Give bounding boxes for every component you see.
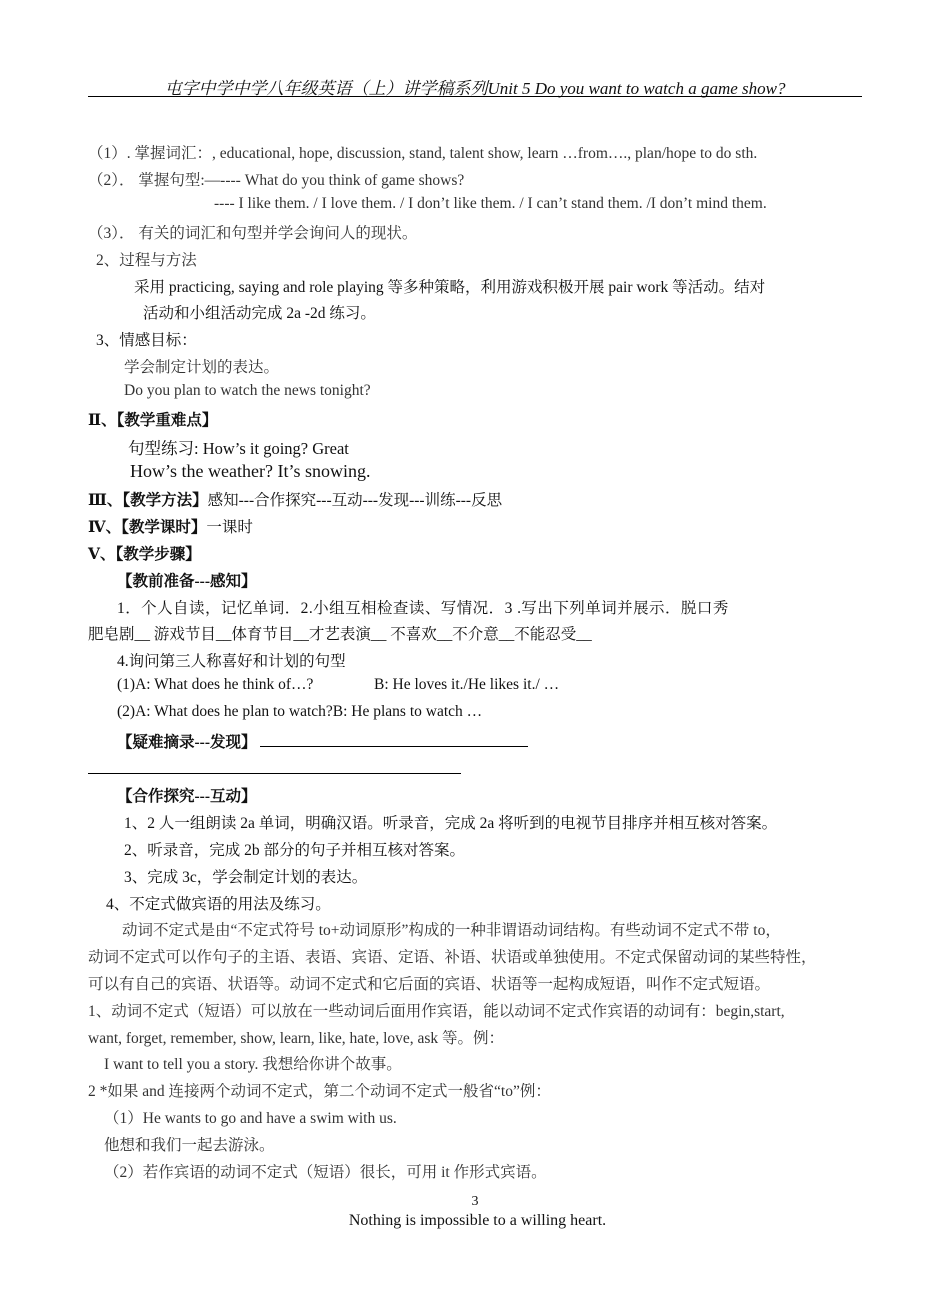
steps-heading: Ⅴ、【教学步骤】 [88,546,201,563]
process-title: 2、过程与方法 [96,252,197,269]
grammar-line-5: want, forget, remember, show, learn, like, hate, love, ask 等。例： [88,1030,505,1047]
grammar-line-2: 动词不定式可以作句子的主语、表语、宾语、定语、补语、状语或单独使用。不定式保留动词的某些特性， [88,949,817,966]
objective-pattern-question: （2）． 掌握句型:—---- What do you think of game shows? [88,172,465,189]
emotion-title: 3、情感目标： [96,332,197,349]
key-points-line-2: How’s the weather? It’s snowing. [130,461,371,481]
objective-pattern-answers: ---- I like them. / I love them. / I don’t like them. / I can’t stand them. /I don’t mind them. [214,195,767,212]
method-heading: Ⅲ、【教学方法】 [88,492,208,509]
process-line-1: 采用 practicing, saying and role playing 等多种策略，利用游戏积极开展 pair work 等活动。结对 [134,279,766,296]
page-header-title: 屯字中学中学八年级英语（上）讲学稿系列Unit 5 Do you want to watch a game show? [164,79,786,98]
prep-line-3: 4.询问第三人称喜好和计划的句型 [117,653,346,670]
grammar-example-1: I want to tell you a story. 我想给你讲个故事。 [104,1056,402,1073]
grammar-line-4: 1、动词不定式（短语）可以放在一些动词后面用作宾语，能以动词不定式作宾语的动词有：begin,start, [88,1003,785,1020]
grammar-line-10: （2）若作宾语的动词不定式（短语）很长，可用 it 作形式宾语。 [104,1164,547,1181]
coop-line-3: 3、完成 3c，学会制定计划的表达。 [124,869,368,886]
hours-line [88,515,253,537]
prep-line-4a: (1)A: What does he think of…? [117,676,314,693]
method-line [88,488,502,510]
footer-motto: Nothing is impossible to a willing heart. [348,1212,607,1229]
method-text: 感知---合作探究---互动---发现---训练---反思 [207,492,503,509]
grammar-example-2: （1）He wants to go and have a swim with us. [104,1110,397,1127]
prep-line-4b: B: He loves it./He likes it./ … [374,676,560,693]
grammar-example-2-translation: 他想和我们一起去游泳。 [104,1137,275,1154]
header-rule [88,96,862,97]
key-points-heading: Ⅱ、【教学重难点】 [88,412,218,429]
page-number: 3 [471,1194,479,1209]
coop-line-4: 4、不定式做宾语的用法及练习。 [106,896,331,913]
doubt-blank-rule [88,773,461,774]
doubt-line [117,730,528,752]
doubt-heading: 【疑难摘录---发现】 [117,734,257,751]
key-points-line-1: 句型练习: How’s it going? Great [128,439,349,458]
hours-heading: Ⅳ、【教学课时】 [88,519,207,536]
grammar-line-1: 动词不定式是由“不定式符号 to+动词原形”构成的一种非谓语动词结构。有些动词不定式不带 to， [122,922,781,939]
coop-line-1: 1、2 人一组朗读 2a 单词，明确汉语。听录音，完成 2a 将听到的电视节目排序并相互核对答案。 [124,815,778,832]
coop-heading: 【合作探究---互动】 [117,788,257,805]
prep-line-2: 肥皂剧__ 游戏节目__体育节目__才艺表演__ 不喜欢__不介意__不能忍受__ [88,626,592,643]
coop-line-2: 2、听录音，完成 2b 部分的句子并相互核对答案。 [124,842,466,859]
objective-vocab: （1）. 掌握词汇：, educational, hope, discussion, stand, talent show, learn …from…., plan/hope to do sth. [88,145,758,162]
emotion-line-2: Do you plan to watch the news tonight? [124,382,371,399]
prep-line-5: (2)A: What does he plan to watch?B: He plans to watch … [117,703,483,720]
grammar-line-3: 可以有自己的宾语、状语等。动词不定式和它后面的宾语、状语等一起构成短语，叫作不定式短语。 [88,976,771,993]
process-line-2: 活动和小组活动完成 2a -2d 练习。 [143,305,376,322]
prep-heading: 【教前准备---感知】 [117,573,257,590]
grammar-line-7: 2 *如果 and 连接两个动词不定式，第二个动词不定式一般省“to”例： [88,1083,551,1100]
doubt-blank [260,732,528,747]
prep-line-1: 1．个人自读，记忆单词．2.小组互相检查读、写情况．3 .写出下列单词并展示．脱口秀 [117,600,729,617]
objective-ask-status: （3）． 有关的词汇和句型并学会询问人的现状。 [88,225,418,242]
hours-text: 一课时 [206,519,253,536]
emotion-line-1: 学会制定计划的表达。 [124,359,280,376]
